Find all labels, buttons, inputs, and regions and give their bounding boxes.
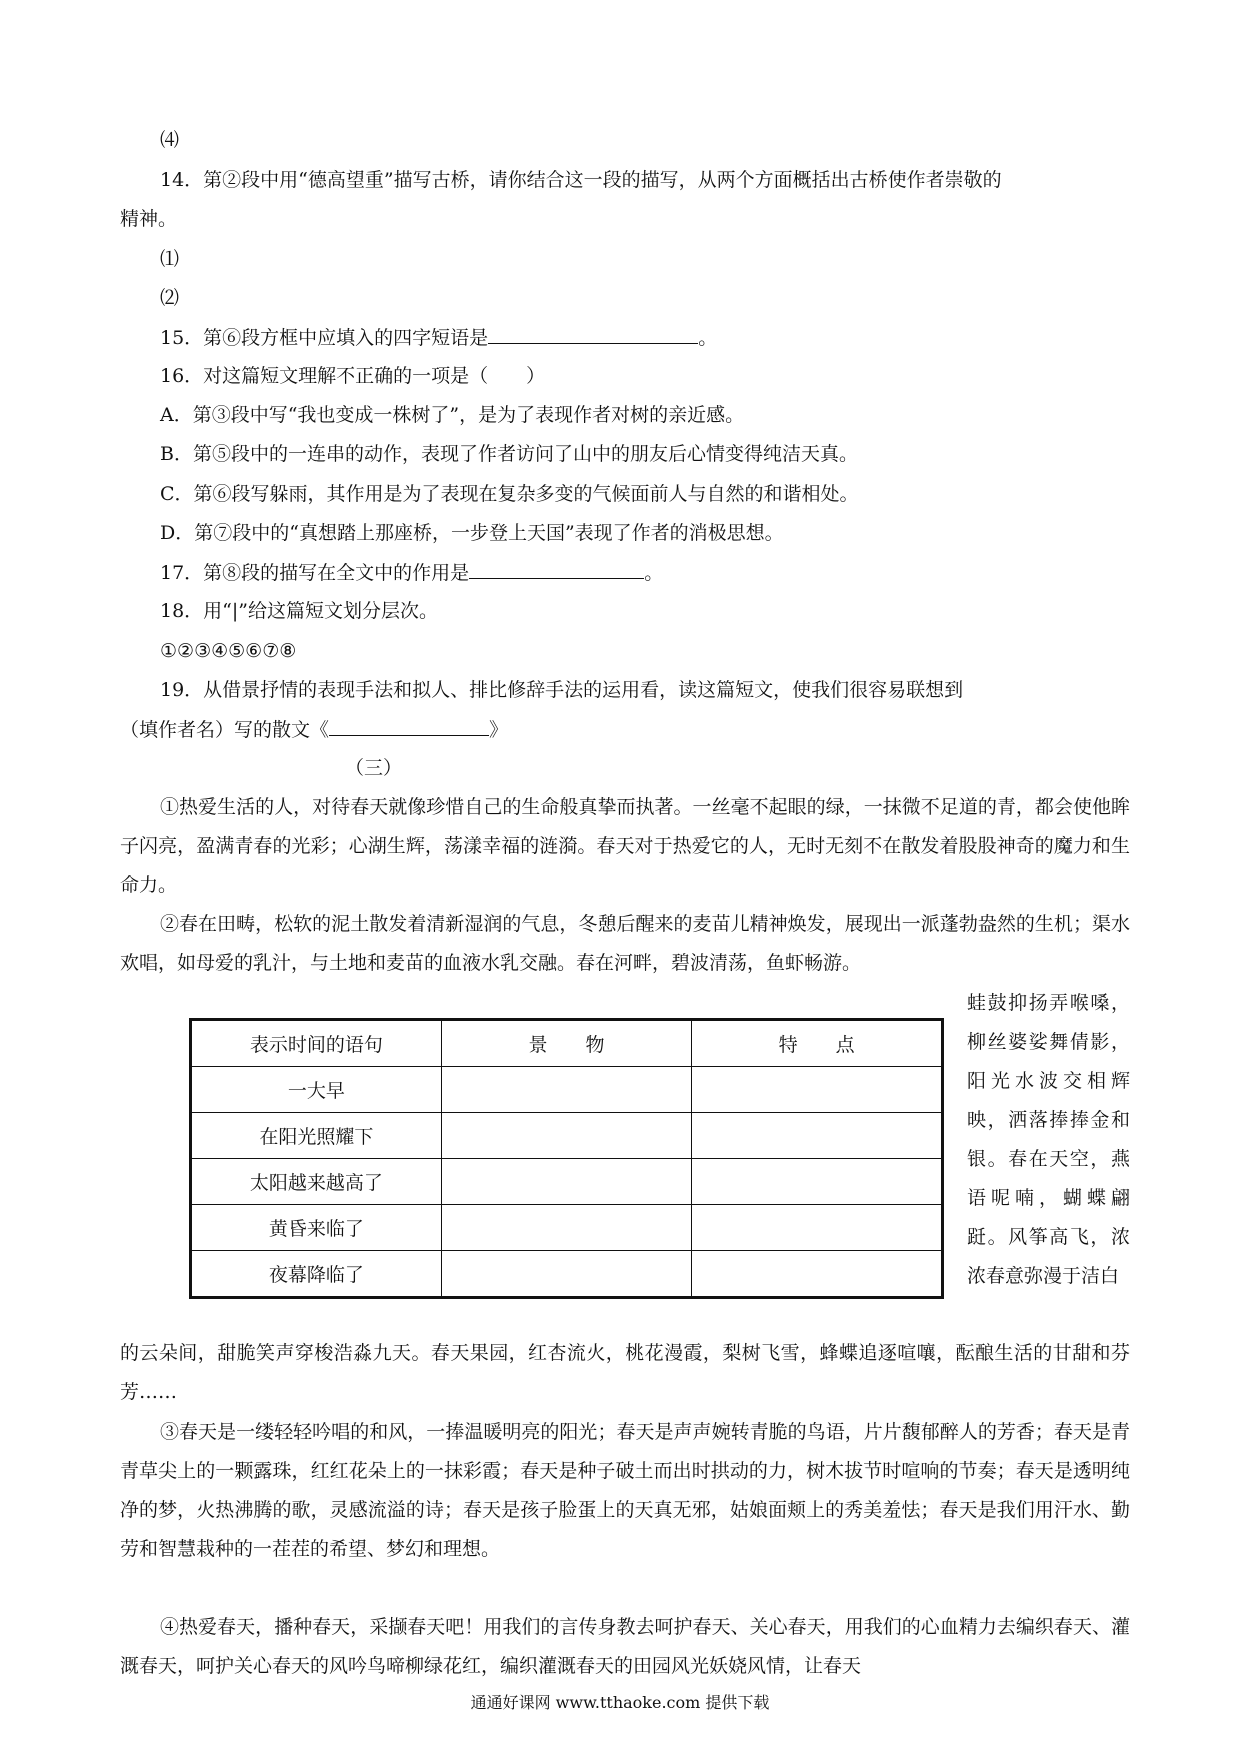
- table-blank-cell[interactable]: [441, 1113, 692, 1159]
- question-17-tail: 。: [644, 562, 664, 584]
- table-row: [191, 1113, 943, 1159]
- question-15-text: 15．第⑥段方框中应填入的四字短语是: [160, 327, 489, 349]
- table-time-cell: 黄昏来临了: [191, 1205, 442, 1251]
- question-14-item-1: ⑴: [160, 248, 180, 270]
- question-18-numbers: ①②③④⑤⑥⑦⑧: [160, 640, 297, 662]
- question-19-stem: 19．从借景抒情的表现手法和拟人、排比修辞手法的运用看，读这篇短文，使我们很容易联想到: [160, 679, 964, 701]
- table-header-row: [191, 1020, 943, 1067]
- paragraph-2-head-text: ②春在田畴，松软的泥土散发着清新湿润的气息，冬憩后醒来的麦苗儿精神焕发，展现出一派蓬勃盎然的生机；渠水欢唱，如母爱的乳汁，与土地和麦苗的血液水乳交融。春在河畔，碧波清荡，鱼虾畅游。: [120, 913, 1130, 974]
- table-header-cell: 景 物: [441, 1020, 692, 1067]
- question-17: [160, 560, 663, 585]
- table-row: [191, 1067, 943, 1113]
- paragraph-2-tail: 的云朵间，甜脆笑声穿梭浩淼九天。春天果园，红杏流火，桃花漫霞，梨树飞雪，蜂蝶追逐喧嚷，酝酿生活的甘甜和芬芳……: [120, 1342, 1130, 1403]
- paragraph-2-side-column: 蛙鼓抑扬弄喉嗓，柳丝婆娑舞倩影，阳光水波交相辉映，洒落捧捧金和银。春在天空，燕语呢喃，蝴蝶翩跹。风筝高飞，浓浓春意弥漫于洁白: [967, 992, 1130, 1287]
- answer-blank[interactable]: [329, 717, 489, 736]
- question-14-item-2: ⑵: [160, 287, 180, 309]
- question-13-item-4: ⑷: [160, 129, 180, 151]
- table-blank-cell[interactable]: [692, 1067, 943, 1113]
- question-19-stem-continued: [120, 717, 508, 742]
- question-14-stem: 14．第②段中用“德高望重”描写古桥，请你结合这一段的描写，从两个方面概括出古桥使作者崇敬的: [160, 169, 1002, 191]
- paragraph-4-text: ④热爱春天，播种春天，采撷春天吧！用我们的言传身教去呵护春天、关心春天，用我们的心血精力去编织春天、灌溉春天，呵护关心春天的风吟鸟啼柳绿花红，编织灌溉春天的田园风光妖娆风情，让春天: [120, 1616, 1130, 1677]
- table-time-cell: 在阳光照耀下: [191, 1113, 442, 1159]
- question-16-option-a: A．第③段中写“我也变成一株树了”，是为了表现作者对树的亲近感。: [160, 404, 745, 426]
- table-blank-cell[interactable]: [692, 1251, 943, 1298]
- table-blank-cell[interactable]: [441, 1205, 692, 1251]
- paragraph-1: [120, 788, 1130, 905]
- question-19-text: （填作者名）写的散文《: [120, 719, 330, 741]
- table-blank-cell[interactable]: [692, 1159, 943, 1205]
- table-row: [191, 1159, 943, 1205]
- paragraph-4: [120, 1608, 1130, 1686]
- question-15: [160, 325, 717, 350]
- question-16-option-d: D．第⑦段中的“真想踏上那座桥，一步登上天国”表现了作者的消极思想。: [160, 522, 784, 544]
- table-header-cell: 表示时间的语句: [191, 1020, 442, 1067]
- paragraph-1-text: ①热爱生活的人，对待春天就像珍惜自己的生命般真挚而执著。一丝毫不起眼的绿，一抹微不足道的青，都会使他眸子闪亮，盈满青春的光彩；心湖生辉，荡漾幸福的涟漪。春天对于热爱它的人，无时无刻不在散发着股股神奇的魔力和生命力。: [120, 796, 1130, 896]
- question-15-tail: 。: [698, 327, 718, 349]
- table-header-cell: 特 点: [692, 1020, 943, 1067]
- question-16-option-c: C．第⑥段写躲雨，其作用是为了表现在复杂多变的气候面前人与自然的和谐相处。: [160, 483, 859, 505]
- paragraph-3: [120, 1413, 1130, 1569]
- table-blank-cell[interactable]: [441, 1067, 692, 1113]
- data-table: [189, 1018, 944, 1299]
- table-time-cell: 夜幕降临了: [191, 1251, 442, 1298]
- question-17-text: 17．第⑧段的描写在全文中的作用是: [160, 562, 470, 584]
- table-time-cell: 一大早: [191, 1067, 442, 1113]
- paragraph-2-head: [120, 905, 1130, 983]
- table-time-cell: 太阳越来越高了: [191, 1159, 442, 1205]
- answer-blank[interactable]: [488, 325, 698, 344]
- table-blank-cell[interactable]: [441, 1251, 692, 1298]
- table-row: [191, 1251, 943, 1298]
- page-footer[interactable]: 通通好课网 www.tthaoke.com 提供下载: [470, 1693, 770, 1712]
- table-blank-cell[interactable]: [441, 1159, 692, 1205]
- answer-blank[interactable]: [469, 560, 644, 579]
- table-blank-cell[interactable]: [692, 1113, 943, 1159]
- paragraph-3-text: ③春天是一缕轻轻吟唱的和风，一捧温暖明亮的阳光；春天是声声婉转青脆的鸟语，片片馥郁醉人的芳香；春天是青青草尖上的一颗露珠，红红花朵上的一抹彩霞；春天是种子破土而出时拱动的力，树木拔节时喧响的节奏；春天是透明纯净的梦，火热沸腾的歌，灵感流溢的诗；春天是孩子脸蛋上的天真无邪，姑娘面颊上的秀美羞怯；春天是我们用汗水、勤劳和智慧栽种的一茬茬的希望、梦幻和理想。: [120, 1421, 1130, 1560]
- table-row: [191, 1205, 943, 1251]
- question-18-stem: 18．用“|”给这篇短文划分层次。: [160, 600, 439, 622]
- question-16-option-b: B．第⑤段中的一连串的动作，表现了作者访问了山中的朋友后心情变得纯洁天真。: [160, 443, 858, 465]
- table-blank-cell[interactable]: [692, 1205, 943, 1251]
- section-title: （三）: [345, 757, 403, 779]
- question-16-stem: 16．对这篇短文理解不正确的一项是（ ）: [160, 365, 546, 387]
- question-19-tail: 》: [489, 719, 509, 741]
- question-14-stem-continued: 精神。: [120, 208, 178, 230]
